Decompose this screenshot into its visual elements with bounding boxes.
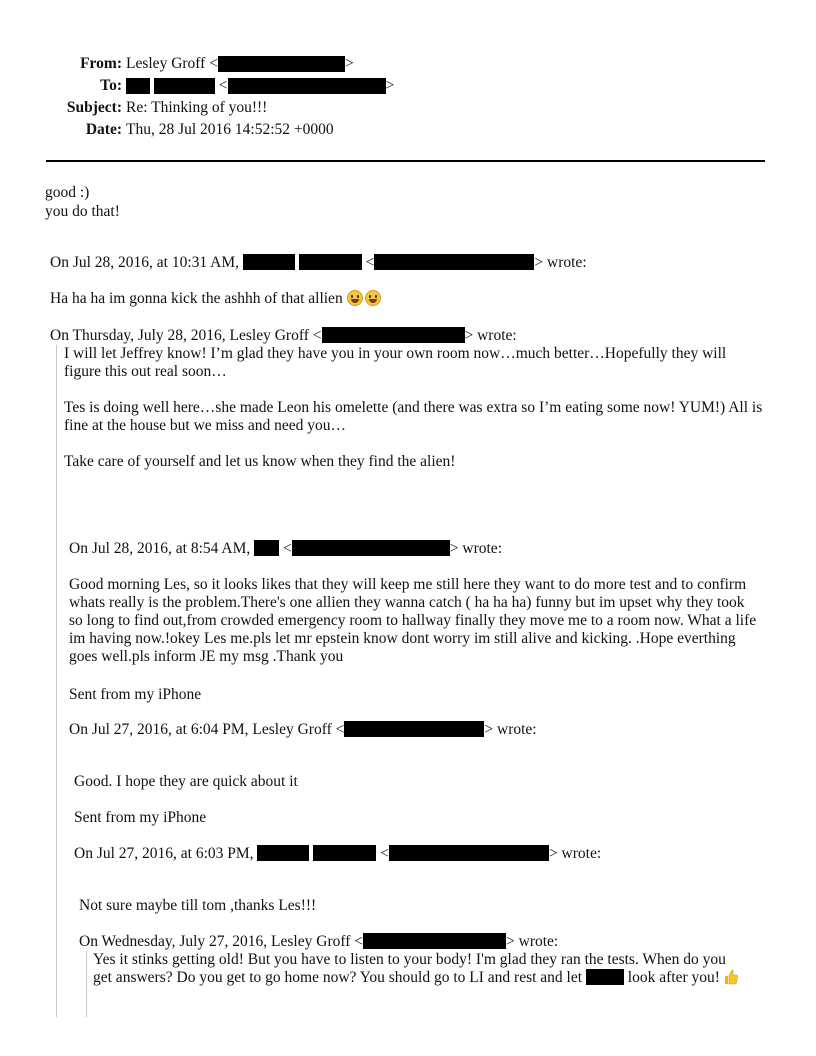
quote-attribution: On Jul 28, 2016, at 10:31 AM, < > wrote:: [50, 254, 587, 271]
redacted-name: [313, 845, 376, 861]
quote-paragraph: Take care of yourself and let us know when they find the alien!: [64, 453, 456, 470]
to-label: To:: [100, 77, 122, 94]
quote-paragraph: Good. I hope they are quick about it: [74, 773, 298, 790]
quote-paragraph: Tes is doing well here…she made Leon his omelette (and there was extra so I’m eating some now! YUM!) All is fine at the house but we miss and need you…: [64, 399, 763, 434]
redacted-email: [344, 721, 484, 737]
redacted-email: [218, 56, 345, 72]
quote-attribution: On Thursday, July 28, 2016, Lesley Groff < > wrote:: [50, 327, 517, 344]
quote-attribution: On Wednesday, July 27, 2016, Lesley Groff < > wrote:: [79, 933, 559, 950]
redacted-name: [254, 540, 279, 556]
redacted-email: [389, 845, 549, 861]
quote-text: Ha ha ha im gonna kick the ashhh of that allien: [50, 290, 383, 308]
date-value: Thu, 28 Jul 2016 14:52:52 +0000: [126, 121, 334, 138]
redacted-email: [363, 933, 506, 949]
body-line: you do that!: [45, 203, 120, 220]
email-header: [46, 53, 446, 141]
from-row: From: Lesley Groff < >: [46, 53, 446, 75]
to-row: To: < >: [46, 75, 446, 97]
date-row: [46, 119, 446, 141]
quote-bar: [56, 345, 57, 1017]
quote-paragraph: Good morning Les, so it looks likes that they will keep me still here they want to do more test and to confirm whats really is the problem.There's one allien they wanna catch ( ha ha ha) funny but im upset why they took so long to find out,from crowded emergency room to hallway finally they move me to a room now. What a life im having now.!okey Les me.pls let mr epstein know dont worry im still alive and kicking. .Hope everthing goes well.pls inform JE my msg .Thank you: [69, 576, 757, 665]
signature: Sent from my iPhone: [74, 809, 207, 826]
from-label: From:: [80, 55, 122, 72]
quote-attribution: On Jul 27, 2016, at 6:03 PM, < > wrote:: [74, 845, 602, 862]
quote-attribution: On Jul 28, 2016, at 8:54 AM, < > wrote:: [69, 540, 502, 557]
redacted-name: [243, 254, 295, 270]
signature: Sent from my iPhone: [69, 686, 202, 703]
subject-row: [46, 97, 446, 119]
date-label: Date:: [85, 121, 122, 138]
quote-bar: [86, 951, 87, 1017]
grinning-face-icon: [347, 290, 363, 306]
quote-paragraph: I will let Jeffrey know! I’m glad they have you in your own room now…much better…Hopefully they will figure this out real soon…: [64, 345, 727, 380]
redacted-email: [292, 540, 450, 556]
quote-attribution: On Jul 27, 2016, at 6:04 PM, Lesley Groff < > wrote:: [69, 721, 537, 738]
redacted-name: [257, 845, 309, 861]
quote-paragraph: Not sure maybe till tom ,thanks Les!!!: [79, 897, 317, 914]
subject-label: Subject:: [66, 99, 122, 116]
thumbs-up-icon: [724, 969, 738, 985]
redacted-email: [228, 78, 386, 94]
redacted-last-name: [154, 78, 215, 94]
redacted-name: [586, 969, 624, 985]
header-divider: [46, 160, 765, 162]
redacted-email: [374, 254, 534, 270]
subject-value: Re: Thinking of you!!!: [126, 99, 268, 116]
body-line: good :): [45, 184, 90, 201]
redacted-name: [299, 254, 362, 270]
from-value: Lesley Groff: [126, 55, 206, 72]
redacted-first-name: [126, 78, 150, 94]
redacted-email: [322, 327, 465, 343]
quote-paragraph: Yes it stinks getting old! But you have to listen to your body! I'm glad they ran the tests. When do you get answers? Do you get to go home now? You should go to LI and rest and let look after you!: [93, 951, 748, 987]
grinning-face-icon: [365, 290, 381, 306]
